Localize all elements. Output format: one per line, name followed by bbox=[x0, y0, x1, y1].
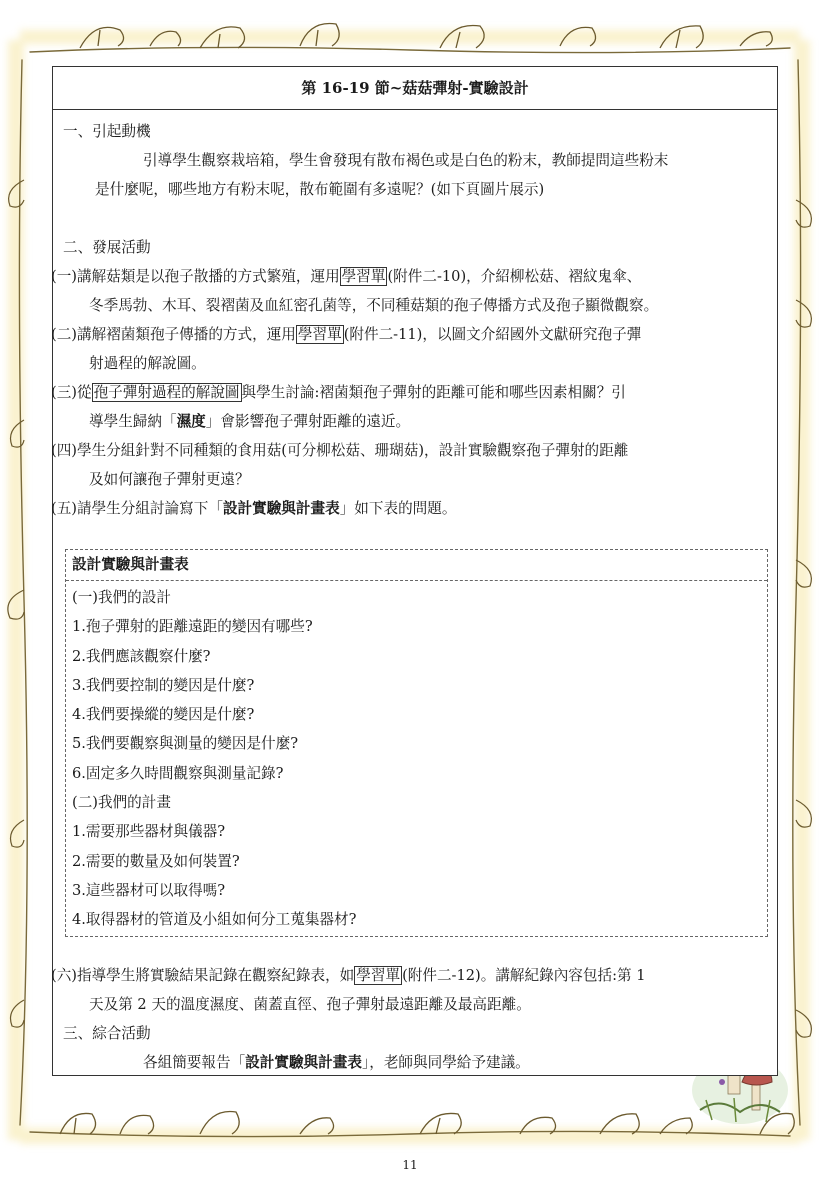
plan-line: 3.我們要控制的變因是什麼? bbox=[72, 676, 255, 694]
plan-line: (二)我們的計畫 bbox=[72, 794, 171, 812]
plan-line: 5.我們要觀察與測量的變因是什麼? bbox=[72, 735, 299, 753]
plan-line: 2.需要的數量及如何裝置? bbox=[72, 852, 240, 870]
lesson-content-continued bbox=[51, 961, 779, 1077]
plan-heading: 設計實驗與計畫表 bbox=[66, 550, 767, 581]
page-number: 11 bbox=[402, 1158, 418, 1172]
section-heading-summary: 三、綜合活動 bbox=[63, 1025, 151, 1042]
list-item-continuation: 及如何讓孢子彈射更遠？ bbox=[89, 471, 250, 488]
list-item-continuation: 射過程的解說圖。 bbox=[89, 355, 206, 372]
lesson-plan-sheet bbox=[52, 66, 778, 1076]
experiment-plan-box bbox=[65, 549, 768, 937]
emphasis-plan-title: 設計實驗與計畫表 bbox=[245, 1054, 362, 1071]
plan-line: 4.我們要操縱的變因是什麼? bbox=[72, 706, 255, 724]
list-item: (六)指導學生將實驗結果記錄在觀察紀錄表，如 學習單 (附件二-12)。講解紀錄內容包括:第 1 bbox=[51, 967, 646, 984]
list-item: (二)講解褶菌類孢子傳播的方式，運用 學習單 (附件二-11)，以圖文介紹國外文獻研究孢子彈 bbox=[51, 326, 642, 343]
list-item: (三)從 孢子彈射過程的解說圖 與學生討論:褶菌類孢子彈射的距離可能和哪些因素相關？引 bbox=[51, 384, 626, 401]
section-heading-motivation: 一、引起動機 bbox=[63, 123, 151, 140]
plan-questions bbox=[66, 581, 767, 935]
list-item-continuation: 天及第 2 天的溫度濕度、菌蓋直徑、孢子彈射最遠距離及最高距離。 bbox=[89, 996, 531, 1013]
emphasis-humidity: 濕度 bbox=[176, 413, 206, 430]
plan-line: 6.固定多久時間觀察與測量記錄? bbox=[72, 764, 284, 782]
plan-line: 3.這些器材可以取得嗎? bbox=[72, 881, 226, 899]
page-title: 第 16-19 節~菇菇彈射-實驗設計 bbox=[53, 67, 777, 110]
section-heading-development: 二、發展活動 bbox=[63, 239, 151, 256]
list-item: (四)學生分組針對不同種類的食用菇(可分柳松菇、珊瑚菇)，設計實驗觀察孢子彈射的距離 bbox=[51, 442, 629, 459]
paragraph-line: 引導學生觀察栽培箱，學生會發現有散布褐色或是白色的粉末，教師提問這些粉末 bbox=[143, 152, 669, 169]
list-item-continuation: 冬季馬勃、木耳、裂褶菌及血紅密孔菌等，不同種菇類的孢子傳播方式及孢子顯微觀察。 bbox=[89, 297, 659, 314]
worksheet-link: 學習單 bbox=[297, 326, 342, 343]
paragraph-line: 各組簡要報告「設計實驗與計畫表」，老師與同學給予建議。 bbox=[143, 1054, 530, 1071]
plan-line: 1.孢子彈射的距離遠距的變因有哪些? bbox=[72, 618, 313, 636]
paragraph-line: 是什麼呢，哪些地方有粉末呢，散布範圍有多遠呢？(如下頁圖片展示) bbox=[95, 181, 545, 198]
lesson-content bbox=[51, 117, 769, 523]
plan-line: (一)我們的設計 bbox=[72, 589, 171, 606]
plan-line: 1.需要那些器材與儀器? bbox=[72, 823, 226, 841]
worksheet-link: 學習單 bbox=[356, 967, 401, 984]
list-item-continuation: 導學生歸納「濕度」會影響孢子彈射距離的遠近。 bbox=[89, 413, 411, 430]
plan-line: 2.我們應該觀察什麼? bbox=[72, 647, 211, 665]
list-item: (一)講解菇類是以孢子散播的方式繁殖，運用 學習單 (附件二-10)，介紹柳松菇、褶紋鬼傘、 bbox=[51, 268, 642, 285]
plan-line: 4.取得器材的管道及小組如何分工蒐集器材? bbox=[72, 911, 357, 929]
diagram-link: 孢子彈射過程的解說圖 bbox=[93, 384, 240, 401]
worksheet-link: 學習單 bbox=[341, 268, 386, 285]
list-item: (五)請學生分組討論寫下「設計實驗與計畫表」如下表的問題。 bbox=[51, 500, 457, 517]
emphasis-plan-title: 設計實驗與計畫表 bbox=[222, 500, 340, 517]
